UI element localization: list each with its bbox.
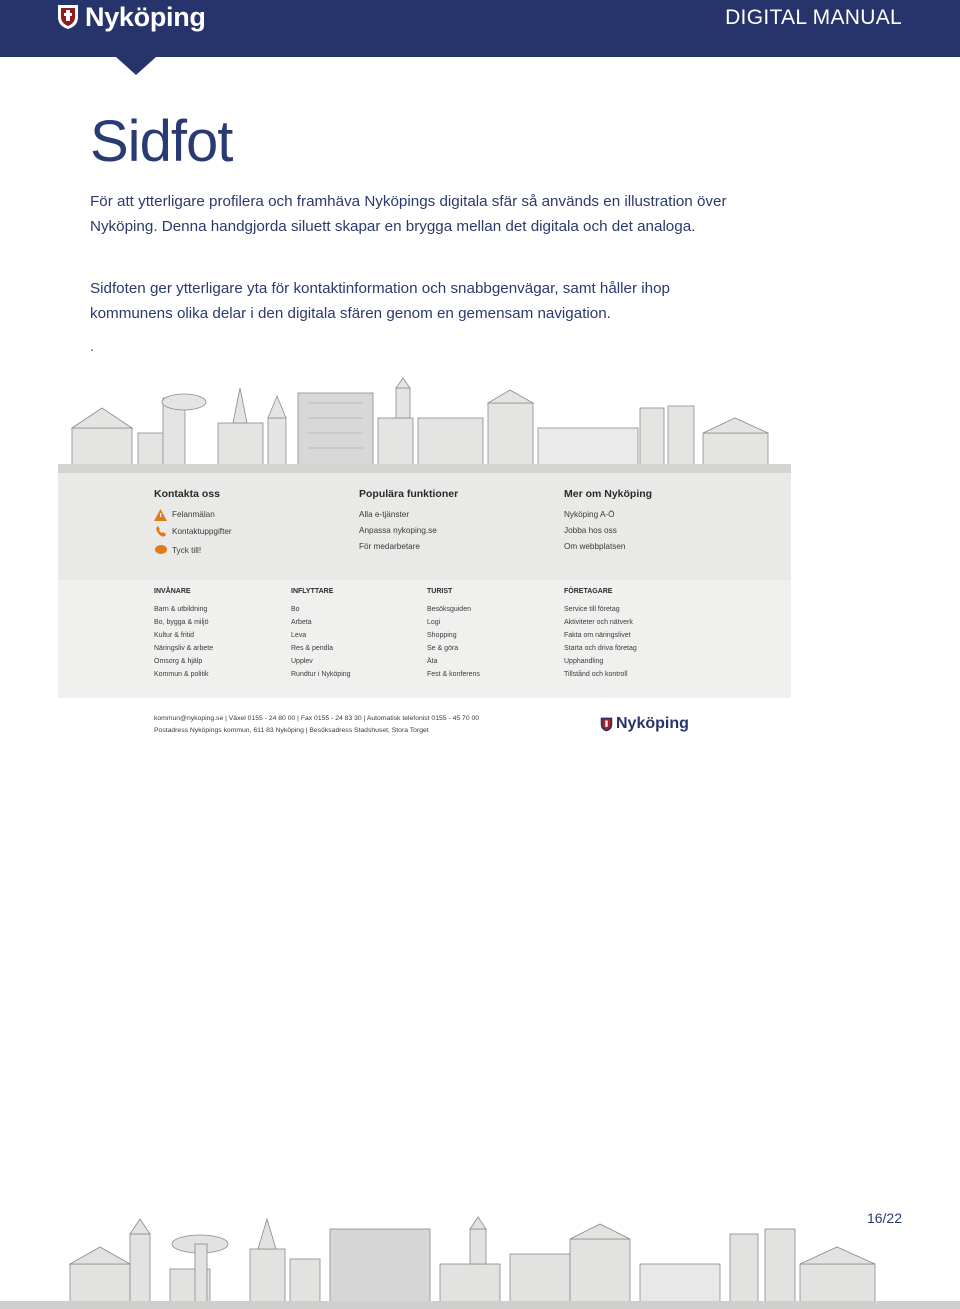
cat-link[interactable]: Upplev: [291, 658, 313, 665]
cat-link[interactable]: Tillstånd och kontroll: [564, 671, 628, 678]
cat-invanare-heading: INVÅNARE: [154, 588, 191, 595]
cat-turist-heading: TURIST: [427, 588, 453, 595]
cat-foretagare-heading: FÖRETAGARE: [564, 588, 613, 595]
page-title: Sidfot: [90, 109, 233, 174]
cat-link[interactable]: Leva: [291, 632, 307, 639]
col-popular-heading: Populära funktioner: [359, 488, 459, 500]
cat-link[interactable]: Logi: [427, 619, 441, 626]
link-e-tjanster[interactable]: Alla e-tjänster: [359, 510, 410, 519]
col-contact-heading: Kontakta oss: [154, 488, 220, 500]
cat-link[interactable]: Näringsliv & arbete: [154, 645, 214, 652]
stray-dot: .: [90, 338, 94, 354]
coat-of-arms-icon: [57, 4, 79, 30]
cat-link[interactable]: Kommun & politik: [154, 671, 209, 678]
footer-logo-name: Nyköping: [616, 715, 689, 732]
link-kontaktuppgifter[interactable]: Kontaktuppgifter: [172, 527, 232, 536]
cat-link[interactable]: Arbeta: [291, 619, 312, 626]
cat-link[interactable]: Bo, bygga & miljö: [154, 619, 209, 626]
link-tyck-till[interactable]: Tyck till!: [172, 546, 202, 555]
contact-line: kommun@nykoping.se | Växel 0155 - 24 80 00 | Fax 0155 - 24 83 30 | Automatisk telefonist 0155 - 45 70 00: [154, 715, 480, 722]
coat-of-arms-icon: [600, 717, 613, 732]
phone-icon: [155, 526, 167, 538]
cat-link[interactable]: Bo: [291, 606, 300, 613]
town-skyline-illustration: [58, 378, 791, 473]
cat-link[interactable]: Fakta om näringslivet: [564, 632, 631, 639]
cat-link[interactable]: Rundtur i Nyköping: [291, 671, 351, 678]
link-a-o[interactable]: Nyköping A-Ö: [564, 510, 615, 519]
footer-example: [58, 378, 791, 698]
postal-line: Postadress Nyköpings kommun, 611 83 Nyköping | Besöksadress Stadshuset, Stora Torget: [154, 727, 429, 734]
link-om-webbplatsen[interactable]: Om webbplatsen: [564, 542, 626, 551]
cat-link[interactable]: Starta och driva företag: [564, 645, 637, 652]
cat-link[interactable]: Service till företag: [564, 606, 620, 613]
brand-name: Nyköping: [85, 1, 206, 32]
manual-title: DIGITAL MANUAL: [725, 6, 902, 29]
cat-link[interactable]: Aktiviteter och nätverk: [564, 619, 633, 626]
col-more-heading: Mer om Nyköping: [564, 488, 653, 500]
cat-link[interactable]: Besöksguiden: [427, 606, 471, 613]
page-number: 16/22: [866, 1210, 902, 1226]
header-notch: [116, 57, 156, 75]
link-jobba[interactable]: Jobba hos oss: [564, 526, 617, 535]
cat-link[interactable]: Shopping: [427, 632, 457, 639]
link-medarbetare[interactable]: För medarbetare: [359, 542, 420, 551]
chat-bubble-icon: [155, 545, 167, 555]
intro-paragraph: För att ytterligare profilera och framhäva Nyköpings digitala sfär så används en illustration över Nyköping. Denna handgjorda siluett skapar en brygga mellan det digitala och det analoga.: [90, 193, 727, 235]
cat-link[interactable]: Barn & utbildning: [154, 606, 208, 613]
cat-link[interactable]: Res & pendla: [291, 645, 334, 652]
cat-link[interactable]: Fest & konferens: [427, 671, 480, 678]
warning-icon: [154, 509, 167, 521]
link-felanmalan[interactable]: Felanmälan: [172, 510, 215, 519]
cat-link[interactable]: Se & göra: [427, 645, 459, 652]
brand-logo[interactable]: [57, 0, 206, 34]
cat-link[interactable]: Omsorg & hjälp: [154, 658, 203, 665]
cat-inflyttare-heading: INFLYTTARE: [291, 588, 334, 595]
footer-paragraph: Sidfoten ger ytterligare yta för kontaktinformation och snabbgenvägar, samt håller ihop kommunens olika delar i den digitala sfären genom en gemensam navigation.: [90, 280, 670, 322]
footer-logo[interactable]: [600, 715, 689, 733]
cat-link[interactable]: Äta: [427, 658, 438, 665]
footer-panel: [58, 473, 791, 698]
cat-link[interactable]: Kultur & fritid: [154, 632, 195, 639]
link-anpassa[interactable]: Anpassa nykoping.se: [359, 526, 437, 535]
cat-link[interactable]: Upphandling: [564, 658, 604, 665]
header-bar: [0, 0, 960, 57]
bottom-town-skyline: [0, 1209, 960, 1309]
